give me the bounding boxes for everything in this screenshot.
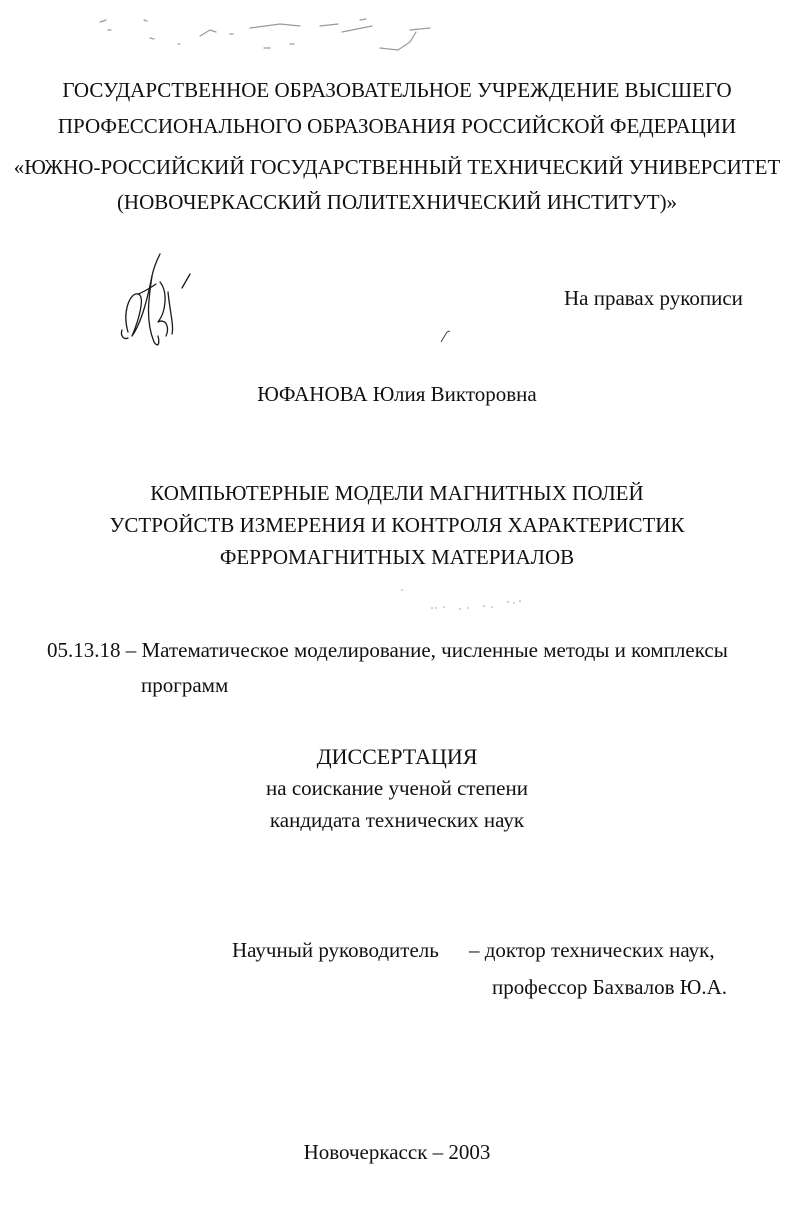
header-line-3: «ЮЖНО-РОССИЙСКИЙ ГОСУДАРСТВЕННЫЙ ТЕХНИЧЕСКИЙ УНИВЕРСИТЕТ <box>13 155 781 179</box>
city-year: Новочеркасск – 2003 <box>303 1140 491 1164</box>
title-line-2: УСТРОЙСТВ ИЗМЕРЕНИЯ И КОНТРОЛЯ ХАРАКТЕРИСТИК <box>109 513 685 537</box>
manuscript-rights-note: На правах рукописи <box>564 286 743 310</box>
header-line-4: (НОВОЧЕРКАССКИЙ ПОЛИТЕХНИЧЕСКИЙ ИНСТИТУТ)» <box>116 190 678 214</box>
scan-speck <box>438 328 452 344</box>
dissertation-heading: ДИССЕРТАЦИЯ <box>316 744 478 769</box>
scan-artifact-marks <box>80 8 460 64</box>
header-line-1: ГОСУДАРСТВЕННОЕ ОБРАЗОВАТЕЛЬНОЕ УЧРЕЖДЕНИЕ ВЫСШЕГО <box>62 78 732 102</box>
title-line-3: ФЕРРОМАГНИТНЫХ МАТЕРИАЛОВ <box>219 545 575 569</box>
title-line-1: КОМПЬЮТЕРНЫЕ МОДЕЛИ МАГНИТНЫХ ПОЛЕЙ <box>150 481 644 505</box>
scan-speckles <box>396 586 536 616</box>
specialty-line-2: программ <box>141 673 229 697</box>
supervisor-name: профессор Бахвалов Ю.А. <box>492 975 727 999</box>
supervisor-label: Научный руководитель <box>232 938 439 962</box>
dissertation-line-2: кандидата технических наук <box>269 808 525 832</box>
dissertation-line-1: на соискание ученой степени <box>266 776 528 800</box>
header-line-2: ПРОФЕССИОНАЛЬНОГО ОБРАЗОВАНИЯ РОССИЙСКОЙ ФЕДЕРАЦИИ <box>57 114 737 138</box>
specialty-line-1: 05.13.18 – Математическое моделирование, численные методы и комплексы <box>47 638 728 662</box>
handwritten-signature <box>108 252 203 352</box>
author-name: ЮФАНОВА Юлия Викторовна <box>257 382 537 406</box>
supervisor-degree: – доктор технических наук, <box>469 938 715 962</box>
